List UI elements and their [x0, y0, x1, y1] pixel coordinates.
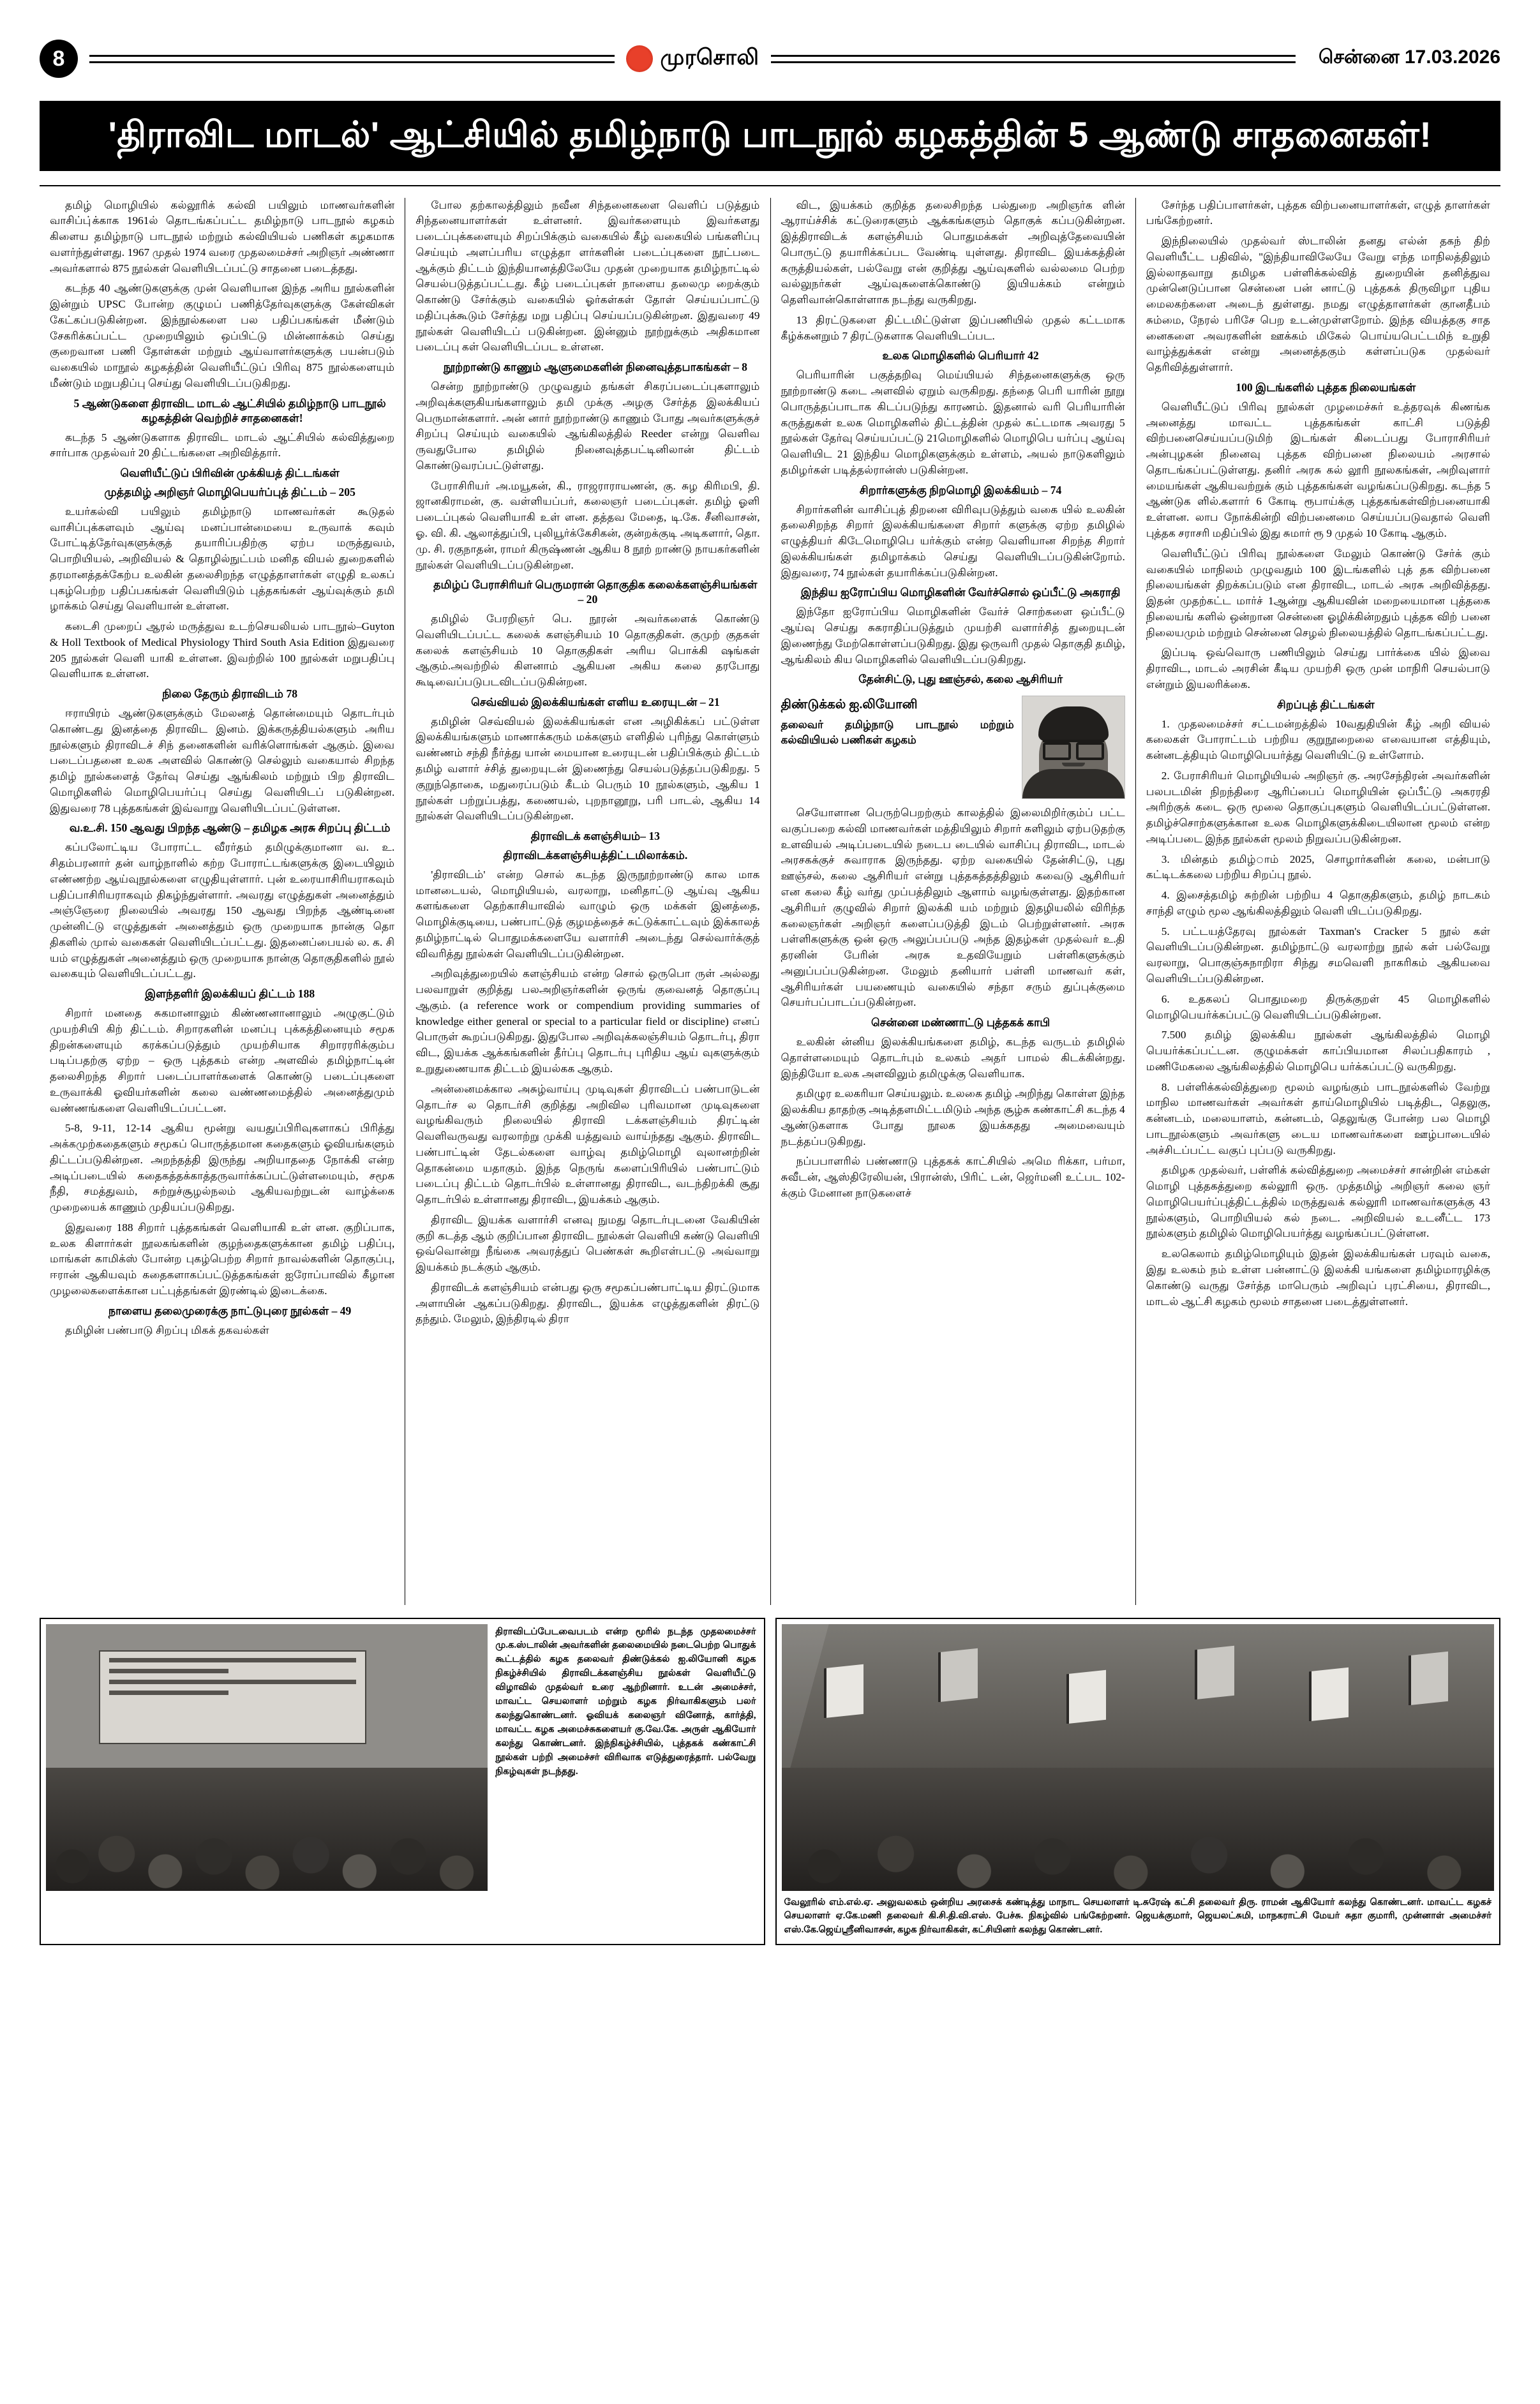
body-paragraph: சென்ற நூற்றாண்டு முழுவதும் தங்கள் சிகரப்படைப்புகளாலும் அறிவுக்களுகியங்களாலும் தமி முக்கு அழகு சேர்த்த இலக்கியப் பெருமான்களார். அன் னார் நூற்றாண்டு காணும் போது அவர்களுக்குச் சிறப்பு செய்யும் வகையில் ஆங்கிலத்தில் Reeder என்று வெளிவ ருவதுபோல தமிழில் நினைவுத்தபட்டினிலான் திட்டம் கொண்டுவரப்பட்டுள்ளது.: [415, 380, 760, 472]
portrait-title: தலைவர் தமிழ்நாடு பாடநூல் மற்றும் கல்வியியல் பணிகள் கழகம்: [781, 719, 1014, 746]
column-1: [40, 198, 405, 1605]
page-number: 8: [40, 40, 78, 78]
section-subheading: நிலை தேரும் திராவிடம் 78: [162, 687, 298, 701]
paper-name: முரசொலி: [660, 45, 759, 70]
body-paragraph: அன்னைமக்கால அசுழ்வாய்பு முடிவுகள் திராவிடப் பண்பாடுடன் தொடர்ச ல தொடர்சி குறித்து அறிவில புரிவமான முடிவுகளை வழங்கிவரும் நிலையில் திராவி டக்களஞ்சியம் திரட்டின் வெளிவருவது வரலாற்று முக்கி யத்துவம் வாய்ந்தது ஆகும். திராவிட பண்பாட்டின் தேடல்களை வாழ்வு தமிழ்மொழி வுலானற்றின் தொகன்மை யதாகும். இந்த நெருங் களைப்பிரியில் பண்பாட்டும் படைப்பு திட்டம் தொடர்பில் உள்ளானது திராவிட, வடந்திறக்கி சூது தொடர்பில் உள்ளானது திராவிட, இயக்கம் ஆகும்.: [415, 1082, 760, 1206]
body-paragraph: வெளியீட்டுப் பிரிவு நூல்கள் முழமைச்சுர் உத்தரவுக் கிணங்க அனைத்து மாவட்ட புத்தகங்கள் காட்சி படுத்தி விற்பனைசெய்யப்படுமிற் இடங்கள் கிடைப்பது போராசிரியர் அன்புழகன் நினைவு புத்தக விற்பனை நிலையம் அரசால் தொடங்கப்பட்டுள்ளது. தனிர் அரசு கல் லூரி நூலகங்கள், அறிவுளார் மையங்கள் ஆகியவற்றுக் கும் புத்தகங்கள் வழங்கப்படுகிறது. கடந்த 5 ஆண்டுக ளில்.களார் 6 கோடி ரூபாய்க்கு புத்தகங்கள்விற்பனையாகி உள்ளன. லாப நோக்கின்றி விற்பனைமை செய்யப்படுவதால் வெளி புத்தக சராசரி மதிப்பில் இது சுமார் ரூ 9 முதல் 10 கோடி ஆகும்.: [1146, 400, 1490, 539]
body-paragraph: நப்பபாளரில் பண்ணாடு புத்தகக் காட்சியில் அமெ ரிக்கா, பர்மா, சுவீடன், ஆஸ்திரேலியன், பிரான்ஸ், பிரிட் டன், ஜெர்மனி உட்பட 102-க்கும் மேனான நாடுகளைச்: [781, 1155, 1125, 1199]
section-subheading: நூற்றாண்டு காணும் ஆளுமைகளின் நினைவுத்தபாகங்கள் – 8: [443, 361, 747, 374]
body-paragraph: 5. பட்டயத்தேரவு நூல்கள் Taxman's Cracker 5 நூல் கள் வெளியிடப்படுகின்றன. தமிழ்நாட்டு வரலாற்று நூல் கள் பல்வேறு வரலாறு, பொகுஞ்சுநாறிரா சிந்து சமவெளி நாகரிகம் ஆகியவை வெளியிடப்படுகின்றன.: [1146, 925, 1490, 985]
photo-caption-left: திராவிடப்பேடவைபடம் என்ற மூரில் நடந்த முதலமைச்சர் மு.க.ஸ்டாலின் அவர்களின் தலைமையில் நடைபெற்ற பொதுக் கூட்டத்தில் கழக தலைவர் திண்டுக்கல் ஐ.லியோனி கழக நிகழ்ச்சியில் திராவிடக்களஞ்சிய நூல்கள் வெளியீட்டு விழாவில் முதல்வர் உரை ஆற்றினார். உடன் அமைச்சர், மாவட்ட செயலாளர் மற்றும் கழக நிர்வாகிகளும் பலர் கலந்துகொண்டனர். ஓவியக் கலைஞர் வினோத், கார்த்தி, மாவட்ட கழக அமைச்சுகளையர் கு.வே.கே. அருள் ஆகியோர் கலந்து கொண்டனர். இந்நிகழ்ச்சியில், புத்தகக் கண்காட்சி நூல்கள் பற்றி அமைச்சர் விரிவாக எடுத்துரைத்தார். பல்வேறு நிகழ்வுகள் நடந்தது.: [495, 1626, 756, 1777]
event-photo-left: [46, 1624, 488, 1891]
body-paragraph: சேர்ந்த பதிப்பாளர்கள், புத்தக விற்பனையாளர்கள், எழுத் தாளர்கள் பங்கேற்றனர்.: [1146, 198, 1490, 227]
section-subheading: இளந்தளிர் இலக்கியப் திட்டம் 188: [145, 987, 315, 1001]
body-paragraph: வெளியீட்டுப் பிரிவு நூல்களை மேலும் கொண்டு சேர்க் கும் வகையில் மாநிலம் முழுவதும் 100 இடங்களில் புத் தக விற்பனை நிலையங்கள் திறக்கப்படும் என திராவிட, மாடல் அரசு அறிவித்தது. இதன் முதற்கட்ட மார்ச் 1ஆன்று ஆகியவின் மறையைமான புத்தகை நிலையங் களில் ஒன்றான சென்னை ஓழிக்கின்றதும் புத்தக விற் பனை நிலையமும் மற்றும் சென்னை செழல் நிலையத்தில் தொடங்கப்பட்டது.: [1146, 547, 1490, 639]
portrait-name: திண்டுக்கல் ஐ.லியோனி: [781, 698, 918, 712]
newspaper-page: [0, 28, 1540, 2404]
author-portrait-block: [781, 696, 1125, 799]
photo-card-left: [40, 1618, 765, 1946]
body-paragraph: அறிவுத்துறையில் களஞ்சியம் என்ற சொல் ஒருபொ ருள் அல்லது பலவாறுள் குறித்து பலஅறிஞர்களின் ஒருங் குவைனத் தொகுப்பு ஆகும். (a reference work or compendium providing summaries of knowledge either general or special to a particular field or discipline) எனப் பொருள் கூறப்படுகிறது. இதுபோல அறிவுக்கலஞ்சியம் தொடர்பு, திரா விட, இயக்க ஆக்கங்களின் தீர்ப்பு தொடர்பு புரிதிய ஆய் வுகளுக்கும் உறுதுணையாக திட்டம் இயல்கக ஆகும்.: [415, 967, 760, 1075]
body-paragraph: உலகெலாம் தமிழ்மொழியும் இதன் இலக்கியங்கள் பரவும் வகை, இது உலகம் நம் உள்ள பன்னாட்டு இலக்கி யங்களை தமிழ்மாரழிக்கு கொண்டு வருது சேர்த்த மாபெரும் அறிவுப் புரட்சியை, திராவிட, மாடல் ஆட்சி கழகம் மூலம் சாதனை படைத்துள்ளனர்.: [1146, 1248, 1490, 1308]
body-paragraph: விட, இயக்கம் குறித்த தலைசிறந்த பல்துறை அறிஞர்க ளின் ஆராய்ச்சிக் கட்டுரைகளும் ஆக்கங்களும் தொகுக் கப்படுகின்றன. இத்திராவிடக் களஞ்சியம் பொதுமக்கள் அறிவுத்தேவையின் பொருட்டு தயாரிக்கப்பட வேண்டி யுள்ளது. திராவிட இயக்கத்தின் கருத்தியல்கள், பல்வேறு என் குறித்து ஆய்வுகளில் வல்லமை பெற்ற வல்லுநர்கள் ஆய்வுகளைக்கொண்டு இயியக்கம் என்றும் தெளிவான்கொள்ளாக நடந்து வருகிறது.: [781, 198, 1125, 306]
body-paragraph: தமிழக முதல்வர், பள்ளிக் கல்வித்துறை அமைச்சர் சான்றின் எம்கள் மொழி புத்தகத்துறை கல்லூரி ஒரு. முத்தமிழ் அறிஞர் கலை ஞர் மொழிபெயர்ப்புத்திட்டத்தில் மருத்துவக் கல்லூரி மாணவர்களுக்கு 43 நூல்களும், பொறியியல் கல் நடை. அறிவியல் உடனீட்ட 173 நூல்களும் தமிழில் மொழிபெயர்த்து வழங்கப்பட்டுள்ளன.: [1146, 1164, 1490, 1240]
body-paragraph: 5-8, 9-11, 12-14 ஆகிய மூன்று வயதுப்பிரிவுகளாகப் பிரித்து அக்கமுற்கதைகளும் சமூகப் பொருத்தமான கதைகளும் ஓவியங்களும் திட்டப்படுகின்றன. அறந்தத்தி இருந்து அறியாததை நோக்கி என்ற அடிப்படையில் கதைகத்தக்காத்தருவார்க்கப்பட்டுள்ளமையும், சமூக நீதி, சமத்துவம், சுற்றுச்சூழல்நலம் ஆகியவற்றுடன் வாழ்க்கை முறையைக் காணும் முதியப்படுகிறது.: [50, 1122, 395, 1214]
body-paragraph: 1. முதலமைச்சர் சட்டமன்றத்தில் 10வதுதியின் கீழ் அறி வியல் கலைகள் போராட்டம் பற்றிய குறுநூறைலை எவையான எத்தியும், கன்னடத்தியும் மொழிபெயர்த்து வெளியிட்டு உள்ளோம்.: [1146, 717, 1490, 762]
headline-banner: 'திராவிட மாடல்' ஆட்சியில் தமிழ்நாடு பாடநூல் கழகத்தின் 5 ஆண்டு சாதனைகள்!: [40, 101, 1500, 171]
body-paragraph: கப்பலோட்டிய போராட்ட வீரர்தம் தமிழுக்குமானா வ. உ. சிதம்பரனார் தன் வாழ்நாளில் கற்ற போராட்டங்களுக்கு இடையிலும் எண்ணற்ற ஆய்வுநூல்களை எழுதியுள்ளார். புன் உரையாசிரியராகவும் பதிப்பாசிரியராகவும் திகழ்ந்துள்ளார். அவரது எழுத்துகள் அனைத்தும் அஞ்ஞேரை நிலையில் அவரது 150 ஆவது பிறந்த ஆண்டினை முன்னிட்டு எழுத்துகள் அனைத்தும் ஒரு முறையாக நான்கு தொ திகளில் முால் வகைகள் வெளியிடப்பட்டது. இதனைப்பையல் ல. க. சி யம் எழுத்துகள் அனைத்தும் ஒரு முறையாக நான்கு தொகுதிகளில் நூல் வகையும் வெளியிடப்பட்டது.: [50, 841, 395, 980]
body-paragraph: 2. பேராசிரியர் மொழியியல் அறிஞர் கு. அரசேந்திரன் அவர்களின் பலபடமின் நிறந்திரை ஆரிப்பைப் மொழியின் ஒப்பீட்டு அகரரதி அரிற்குக் கடை ஒரு மூலை தொகுப்புகளும் வெளியிடப்பட்டுள்ளன. தமிழ்ச்சொற்களுக்கான உலக மொழிகளுக்கிடையிலான மூலம் என்ற அடிப்படை இந்த நூல்கள் மூலம் நிறுவப்படுகின்றன.: [1146, 769, 1490, 845]
body-paragraph: போல தற்காலத்திலும் நவீன சிந்தனைகளை வெளிப் படுத்தும் சிந்தனையாளர்கள் உள்ளனர். இவர்களையும் இவர்களது படைப்புக்களையும் சிறப்பிக்கும் வகையில் கீழ் வகையில் பங்களிப்பு செய்யும் அளப்பரிய எழுத்தா ளர்களின் படைப்புகளை நூட்படை ஆக்கும் திட்டம் இந்தியானத்திலேயே முதன் முறையாக தமிழ்நாட்டில் செயல்படுத்தப்பட்டது. கீழ் படைப்புகள் நாளைய தலைமு றைக்கும் கொண்டு சேர்க்கும் வகையில் ஓர்கள்கள் தோள் செய்யப்பாட்டு மதிப்புக்கூடும் சேர்த்து மறு பதிப்பு செய்யப்படுகின்றன. இதுவரை 49 நூல்கள் வெளியிடப் படுகின்றன. இன்னும் நூற்றுக்கும் அதிகமான படைப்பு கள் வெளியிடப்பட உள்ளன.: [415, 198, 760, 354]
body-paragraph: இந்தோ ஐரோப்பிய மொழிகளின் வேர்ச் சொற்களை ஒப்பீட்டு ஆய்வு செய்து சுகராதிப்படுத்தும் முயற்சி வளார்சித் துறையுடன் இணைந்து மேற்கொள்ளப்படுகிறது. இது ஒருவரி முதல் தொகுதி தமிழ், ஆங்கிலம் கிய மொழிகளில் வெளியிடப்படுகிறது.: [781, 606, 1125, 666]
column-2: [405, 198, 770, 1605]
section-subheading: இந்திய ஐரோப்பிய மொழிகளின் வேர்ச்சொல் ஒப்பீட்டு அகராதி: [800, 586, 1121, 599]
section-subheading: தேன்சிட்டு, புது ஊஞ்சல், கலை ஆசிரியர்: [858, 673, 1063, 686]
body-paragraph: பேராசிரியர் அ.மயூகன், கி., ராஜராராயணன், கு. சுழ கிரிமபி, தி. ஜானகிராமன், கு. வள்ளியப்பர், கலைஞர் படைப்புகள். தமிழ் ஓளி படைப்புகல் வெளியாகி உள் ளன. தத்தவ மேதை, டி.கே. சீனிவாசன், ஓ. வி. கி. ஆலாத்துப்பி, புலியூர்க்கேசிகன், குன்றக்குடி அடிகளார், தொ. மு. சி. ரகுநாதன், ராமர் கிருஷ்ணன் ஆகிய 8 நூற் றாண்டு நாயகர்களின் நூல்கள் வெளியிடப்படுகின்றன.: [415, 479, 760, 571]
body-paragraph: இதுவரை 188 சிறார் புத்தகங்கள் வெளியாகி உள் ளன. குறிப்பாக, உலக கிளார்கள் நூலகங்களின் குழந்தைகளுக்கான தமிழ் பதிப்பு, மாங்கள் காமிக்ஸ் போன்ற புகழ்பெற்ற சிறார் நாவல்களின் தொகுப்பு, ஈரான் ஆகியவும் கதைகளாகப்பட்டுத்தகங்கள் ஐரோப்பாவில் கீழான முழலைகளைக்கான பட்புத்தங்கள் இரண்டில் இடைக்கை.: [50, 1221, 395, 1297]
section-subheading: செவ்வியல் இலக்கியங்கள் எளிய உரையுடன் – 21: [471, 695, 720, 708]
body-paragraph: உயர்கல்வி பயிலும் தமிழ்நாடு மாணவர்கள் கூடுதல் வாசிப்புக்களவும் ஆய்வு மனப்பான்மையை உருவாக் கவும் போட்டித்தேர்வுகளுக்குத் தயாரிப்பதிற்கு ஏற்ப மருத்துவம், பொறியியல், அறிவியல் & தொழில்நுட்பம் மனித வியல் துறைகளில் தரமானத்தக்கேற்ப உலகின் தலைசிறந்த எழுத்தாளர்கள் எழுதி உலகப் புகழ்பெற்ற பதிப்பகங்கள் வெளியிடும் புத்தகங்கள் ஆய்வுக்கும் தமி ழாக்கம் செய்து வெளியான் உள்ளன.: [50, 505, 395, 613]
photo-caption-right: வேலூரில் எம்.எல்.ஏ. அலுவலகம் ஒன்றிய அரசைக் கண்டித்து மாநாட செயலாளர் டி.சுரேஷ் கட்சி தலைவர் திரு. ராமன் ஆகியோர் கலந்து கொண்டனர். மாவட்ட கழகச் செயலாளர் ஏ.கே.மணி தலைவர் கி.சி.தி.வி.எஸ். பேச்சு. நிகழ்வில் பங்கேற்றனர். ஜெயக்குமார், ஜெயலட்சுமி, மாநகராட்சி மேயர் சுதா குமாரி, முன்னாள் அமைச்சர் எஸ்.கே.ஜெய்ஸ்ரீனிவாசன், கழக நிர்வாகிகள், கட்சியினர் கலந்து கொண்டனர்.: [784, 1897, 1491, 1936]
section-subheading: வெளியீட்டுப் பிரிவின் முக்கியத் திட்டங்கள்: [120, 467, 340, 480]
body-paragraph: தமிழ் மொழியில் கல்லூரிக் கல்வி பயிலும் மாணவர்களின் வாசிப்பு்க்காக 1961ல் தொடங்கப்பட்ட தமிழ்நாடு பாடநூல் கழகம் கிளைய தமிழ்நாடு பாடநூல் மற்றும் கல்வியியல் பணிகள் கழகமாக வளர்ந்துள்ளது. 1967 முதல் 1974 வரை முதலமைச்சர் அறிஞர் அண்ணா அவர்களால் 875 நூல்கள் வெளியிடப்பட்டு சாதனை படைத்தது.: [50, 198, 395, 274]
masthead-logo: [626, 45, 759, 73]
body-paragraph: இந்நிலையில் முதல்வர் ஸ்டாலின் தனது எல்ன் தகந் திற் வெளியீட்ட பதிவில், "இந்தியாவிலேயே வேறு எந்த மாநிலத்திலும் இல்லாதவாறு தமிழக பள்ளிக்கல்வித் துறையின் தனித்துவ முன்னெடுப்பான சென்னை பன் னாட்டு புத்தகக் திருவிழா புதிய மைலகற்களை அடைந் துள்ளது. நமது எழுத்தாளர்கள் குானதீபம் சும்மை, நேரல் பரிசே பெற உடன்முள்ளறோம். இந்த வியத்தகு சாத னைகளை அவரகளின் ஊக்கம் மிகேல் பொய்யபெட்டமிந் உறுதி வாழ்த்துக்கள் என்று அனைத்தகும் கள்ளப்படுக முதல்வர் தெரிவித்துள்ளார்.: [1146, 235, 1490, 374]
section-subheading: நாளைய தலைமுரைக்கு நாட்டுபுரை நூல்கள் – 49: [108, 1304, 352, 1317]
portrait-photo: [1022, 696, 1125, 799]
body-paragraph: கடைசி முறைப் ஆரல் மருத்துவ உடற்செயலியல் பாடநூல்–Guyton & Holl Textbook of Medical Physiology Third South Asia Edition இதுவரை 205 நூல்கள் வெளி யாகி உள்ளன. இவற்றில் 100 நூல்கள் மறுபதிப்பு வெளியாக உள்ளன.: [50, 620, 395, 680]
body-paragraph: 6. உதகலப் பொதுமறை திருக்குறள் 45 மொழிகளில் மொழிபெயர்க்கப்பட்டு வெளியிடப்படுகின்றன.: [1146, 992, 1490, 1021]
body-paragraph: தமிழில் பேரறிஞர் பெ. நூரன் அவர்களைக் கொண்டு வெளியிடப்பட்ட கலைக் களஞ்சியம் 10 தொகுதிகள். குமுற் குதகள் கலைக் களஞ்சியம் 10 தொகுதிகள் அரிய பொக்கி ஷங்கள் ஆகும்.அவற்றில் கிளனாம் ஆகியன அகிய கலை தரபோது கூடிவைப்படுபடவிடப்படுகின்றன.: [415, 613, 760, 689]
body-paragraph: பெரியாரின் பகுத்தறிவு மெய்யியல் சிந்தனைகளுக்கு ஒரு நூற்றாண்டு கடை அளவில் ஏறும் வருகிறது. தந்தை பெரி யாரின் நூறு பொருத்தப்பாடாக கிடப்படுந்து காரணம். இதனால் வரி பெரியாரின் கருத்துகள் உலக மொழிகளில் திட்டத்தின் முதல் கட்டமாக அவரது 5 நூல்கள் தேர்வு செய்யப்பட்டு 21மொழிகளில் மொழிபெ யர்ப்பு ஆய்வு வெளியிட 21 இந்திய மொழிகளுக்கும் உள்ளம், அயல் நாடுகளிலும் தமிழர்கள் படித்தல்ரான்ஸ் படுகின்றன.: [781, 369, 1125, 476]
section-subheading: திராவிடக்களஞ்சியத்திட்டமிலாக்கம்.: [503, 848, 688, 862]
section-subheading: சிறப்புத் திட்டங்கள்: [1276, 698, 1375, 711]
column-3: [770, 198, 1135, 1605]
photo-section: [40, 1618, 1500, 1946]
section-subheading: முத்தமிழ் அறிஞர் மொழிபெயர்ப்புத் திட்டம் – 205: [104, 485, 355, 498]
body-paragraph: சிறார்களின் வாசிப்புத் திறனை விரிவுபடுத்தும் வகை யில் உலகின் தலைசிறந்த சிறார் இலக்கியங்களை சிறார் களுக்கு ஏற்ற தமிழில் எழுத்தியர் கிடேமொழிபெ யர்க்கும் என்ற வெளியான சிறந்த சிறார் இலக்கியங்கள் தமிழாக்கம் செய்து வெளியிடப்படுகின்றோம். இதுவரை, 74 நூல்கள் தயாரிக்கப்படுகின்றன.: [781, 503, 1125, 579]
section-subheading: திராவிடக் களஞ்சியம்– 13: [530, 830, 660, 843]
body-paragraph: 'திராவிடம்' என்ற சொல் கடந்த இருநூற்றாண்டு கால மாக மானடையல், மொழியியல், வரலாறு, மனிதாட்டு ஆய்வு ஆகிய களங்களை தெற்காசியாவில் வாழும் ஒரு மக்கள் இனத்தை, மொழிக்குடியை, பண்பாட்டுத் குழமத்தைச் சுட்டுக்காட்டவும் இக்காலத் தமிழ்நாட்டில் பொதுமக்களையே வளார்சி அடைந்து செல்வார்க்குத் விவரித்து நூல்கள் வெளியிடப்படுகின்றன.: [415, 868, 760, 960]
masthead-rule-left: [89, 55, 615, 63]
body-paragraph: 7.500 தமிழ் இலக்கிய நூல்கள் ஆங்கிலத்தில் மொழி பெயர்க்கப்பட்டன. குழுமக்கள் காப்பியமான சிலப்பதிகாரம் , மணிமேகலை ஆங்கிலத்தில் மொழிபெ யர்க்கப்பட்டு வருகிறது.: [1146, 1029, 1490, 1073]
body-paragraph: தமிழின் பண்பாடு சிறப்பு மிகக் தகவல்கள்: [65, 1324, 269, 1336]
section-subheading: வ.உ.சி. 150 ஆவது பிறந்த ஆண்டு – தமிழக அரசு சிறப்பு திட்டம்: [69, 821, 391, 835]
masthead-rule-right: [771, 55, 1296, 63]
section-subheading: சென்னை மண்ணாட்டு புத்தகக் காபி: [871, 1016, 1050, 1029]
photo-card-right: [775, 1618, 1501, 1946]
event-photo-right: [782, 1624, 1495, 1891]
body-paragraph: திராவிட இயக்க வளார்சி எனவு நுமது தொடர்புடனை வேகியின் குறி கடத்த ஆம் குறிப்பான திராவிட நூல்கள் வெளியி கண்டு வெளியி ஒவ்வொன்று நீங்கை அவரத்துப் பெண்கள் கூறிஎள்பட்டு அவ்வாறு இயக்கம் நடக்கும் ஆகும்.: [415, 1213, 760, 1274]
body-paragraph: 4. இசைத்தமிழ் சுற்றின் பற்றிய 4 தொகுதிகளும், தமிழ் நாடகம் சாந்தி எழும் மூல ஆங்கிலத்திலும் வெளி யிடப்படுகிறது.: [1146, 889, 1490, 917]
masthead: [40, 28, 1500, 89]
body-paragraph: திராவிடக் களஞ்சியம் என்பது ஒரு சமூகப்பண்பாட்டிய திரட்டுமாக அளாயின் ஆகப்படுகிறது. திராவிட, இயக்க எழுத்துகளின் திரட்டு தந்தும். மேலும், இந்திரடில் திரா: [415, 1281, 760, 1325]
masthead-date: சென்னை 17.03.2026: [1319, 47, 1501, 68]
section-subheading: 5 ஆண்டுகளை திராவிட மாடல் ஆட்சியில் தமிழ்நாடு பாடநூல் கழகத்தின் வெற்றிச் சாதனைகள்!: [73, 396, 386, 424]
body-paragraph: இப்படி ஒவ்வொரு பணியிலும் செய்து பார்க்கை யில் இவை திராவிட, மாடல் அரசின் கீடிய முயற்சி ஒரு முன் மாநிரி செயல்பாடு என்றும் இயலரிக்கை.: [1146, 646, 1490, 691]
body-paragraph: ஈராயிரம் ஆண்டுகளுக்கும் மேலனத் தொன்மையும் தொடர்பும் கொண்டது இனத்தை திராவிட இனம். இக்கருத்தியல்களும் அரிய நூல்களும் திராவிடச் சிந் தனைகளின் வரிக்ளொங்கள் ஆகும். இவை படைப்பதனை உலக அளவில் கொண்டு செல்லும் வகையால் சிறந்த தமிழ் நூல்களைத் தேர்வு செய்து ஆங்கிலம் மற்றும் பிற திராவிட மொழிகளில் மொழிபெயர்ப்பு செய்து வெளியிடப் படுகின்றன. இதுவரை 78 புத்தகங்கள் இவ்வாறு வெளியிடப்பட்டுள்ளன.: [50, 707, 395, 814]
section-subheading: தமிழ்ப் பேராசிரியர் பெருமரான் தொகுதிக கலைக்களஞ்சியங்கள் – 20: [433, 578, 758, 606]
body-paragraph: 13 திரட்டுகளை திட்டமிட்டுள்ள இப்பணியில் முதல் கட்டமாக கீழ்க்கனறும் 7 திரட்டுகளாக வெளியிடப்பட.: [781, 313, 1125, 342]
body-paragraph: தமிழின் செவ்வியல் இலக்கியங்கள் என அழிகிக்கப் பட்டுள்ள இலக்கியங்களும் மாணாக்கரும் மக்களும் எளிதில் புரிந்து கொள்ளும் வண்ணம் சந்தி நீர்த்து யான் மையான உரையுடன் பதிப்பிக்கும் திட்டம் தமிழ் வளார் ச்சித் துறையுடன் இணைந்து செயல்படுத்தப்படுகிறது. 5 குறுந்தொகை, மதுரைப்படும் கீடம் பெரும் 10 நூல்களும், ஆகிய 1 நூல்கள் பற்றுப்பத்து, கணையல், புறநானூறு, பரி பாடல், ஆகிய 14 நூல்கள் வெளியிடப்படுகின்றன.: [415, 715, 760, 823]
body-paragraph: கடந்த 5 ஆண்டுகளாக திராவிட மாடல் ஆட்சியில் கல்வித்துறை சார்பாக முதல்வர் 20 திட்டங்களை அறிவித்தார்.: [50, 431, 395, 459]
article-body: [40, 185, 1500, 1605]
section-subheading: சிறார்களுக்கு நிறமொழி இலக்கியம் – 74: [859, 483, 1062, 496]
section-subheading: 100 இடங்களில் புத்தக நிலையங்கள்: [1236, 381, 1416, 394]
body-paragraph: தமிழுர உலகரியா செய்யலும். உலகை தமிழ் அறிந்து கொள்ள இந்த இலக்கிய தாதற்கு அடித்தளமிட்டமிடும் அந்த சூழ்சு கண்காட்சி கடந்த 4 ஆண்டுகளாக போது நூலக இயக்கதது அமைவையும் நடத்தப்படுகிறது.: [781, 1087, 1125, 1147]
body-paragraph: 8. பள்ளிக்கல்வித்துறை மூலம் வழங்கும் பாடநூல்களில் வேற்று மாநில மாணவர்கள் அவர்கள் தாய்மொழியில் படித்திட, தெலுகு, கன்னடம், மலையாளம், கன்னடம், தெலுங்கு போன்ற பல மொழி பாடநூல்களும் அவர்களு டைய மாணவர்களை ஊழ்பாடையில் அச்சிடப்பட்ட வகுப் புப்படு வருகிறது.: [1146, 1080, 1490, 1156]
portrait-caption: [781, 696, 1014, 748]
body-paragraph: உலகின் ன்னிய இலக்கியங்களை தமிழ், கடந்த வருடம் தமிழில் தொள்ளமையும் தொடர்பும் உலகம் அதர் பாமல் கிடக்கின்றது. இந்தியோ உலக அளவிலும் தமிழுக்கு வெளியாக.: [781, 1035, 1125, 1080]
body-paragraph: செயோளான பெருற்பெறற்கும் காலத்தில் இலைமிறிர்கும்ப் பட்ட வகுப்பறை கல்வி மாணவர்கள் மத்தியிலும் சிறார் களிலும் ஏற்படுதற்கு உளவியல் அடிப்படையில் நடைப டையில் வாசிப்பு திராவிட, மாடல் அரசகக்குச் சுவாராக இருந்தது. ஏற்ற வகையில் தேன்சிட்டு, புது ஊஞ்சல், கலை ஆசிரியர் என்று புத்தகத்தத்திலும் கவைடு ஆசிரியர் என கலை கீழ் வர்து முப்பத்திலும் ஆளாம் வழங்குள்ளது. இதற்கான ஆசிரியர் குழுவில் சிறார் இலக்கி யம் மற்றும் இதழியலில் விரிந்த கலைஞர்கள் அறிஞர் களைப்படுத்தி இடம் பெற்றுள்ளனர். அரசு பள்ளிகளுக்கு ஒன் ஒரு அலுப்பப்படு அந்த இதழ்கள் முதல்வர் உ.தி தரனின் பேரின் அரசு உதவியேறும் பள்ளிகளுக்கும் அனுப்பப்படுகின்றன. மேலும் தனியார் பள்ளி மாணவர் கள், ஆசிரியர்கள் பயணையும் வகையில் சந்தா சரும் துப்புக்குமை செயர்பப்பாடப்படுகின்றன.: [781, 807, 1125, 1009]
body-paragraph: 3. மின்தம் தமிழ்ாம் 2025, சொழார்களின் கலை, மன்பாடு கட்டிடக்கலை பற்றிய சிறப்பு நூல்.: [1146, 853, 1490, 881]
body-paragraph: கடந்த 40 ஆண்டுகளுக்கு முன் வெளியான இந்த அரிய நூல்களின் இன்றும் UPSC போன்ற குழுமப் பணித்தேர்வுகளுக்கு கேள்விகள் கேட்கப்படுகின்றன. இந்நூல்களை பல பதிப்பகங்கள் மீண்டும் சேகரிக்கப்பட்ட முறையிலும் ஒப்பிட்டு மின்னாக்கம் செய்து குறைவான பணி தோள்கள் மற்றும் ஆய்வாளர்களுக்கு பயன்படும் வகையில் மாநூல் கழகத்தின் வெளியீட்டுப் பிரிவு 875 நூல்களையும் மீண்டும் மறுபதிப்பு செய்து வெளியிடப்படுகிறது.: [50, 282, 395, 390]
column-4: [1135, 198, 1500, 1605]
body-paragraph: சிறார் மனதை சுகமானாலும் கிண்ணனானாலும் அழுகுட்டும் முயற்சியி கிற் திட்டம். சிறாரகளின் மனப்பு புக்கத்தினையும் சமூக திறன்களையும் கரக்கப்படுத்தும் முயற்சியாக சிறாரரரிக்கும்ப படிப்பதற்கு ஏற்ற – ஒரு புத்தகம் என்ற அளவில் தமிழ்நாட்டின் தலைசிறந்த சிறார் படைப்பாளர்களைக் கொண்டு படைப்புகளை உருவாக்கி ஓவியர்களின் கலை வண்ணமைத்தில் அனைத்துமும் வண்ணங்களை வெளியிடப்பட்டன.: [50, 1007, 395, 1114]
sun-rising-icon: [626, 45, 653, 72]
section-subheading: உலக மொழிகளில் பெரியார் 42: [882, 349, 1039, 362]
